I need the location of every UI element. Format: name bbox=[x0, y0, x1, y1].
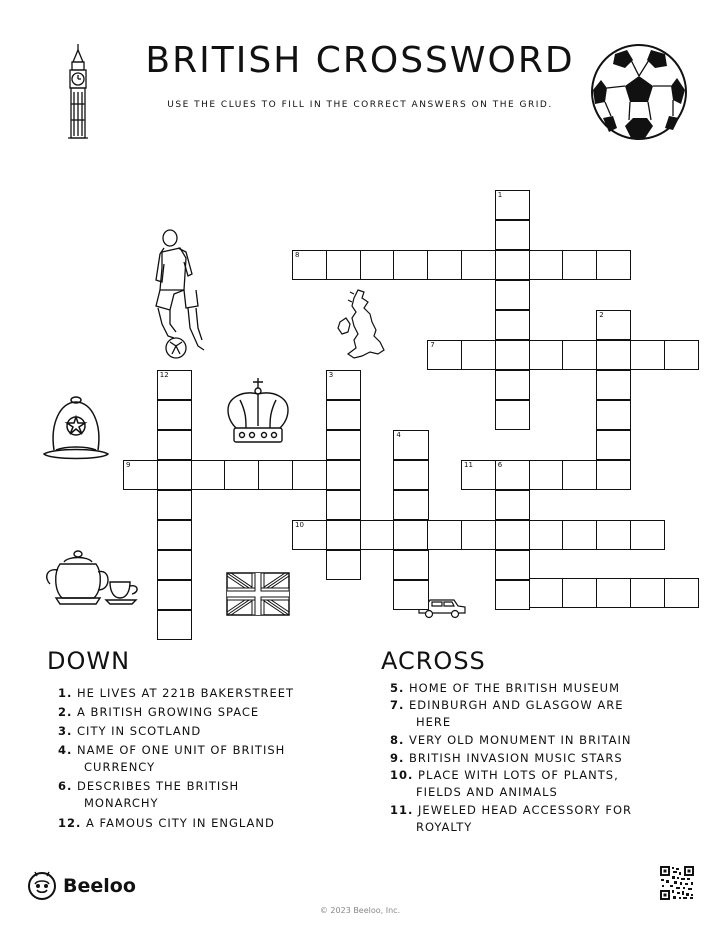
grid-cell[interactable] bbox=[326, 400, 361, 430]
crown-icon bbox=[222, 376, 294, 448]
grid-cell[interactable] bbox=[596, 340, 631, 370]
grid-cell[interactable] bbox=[529, 578, 564, 608]
clue-number-9: 9 bbox=[126, 461, 131, 469]
clue-number-1: 1 bbox=[497, 191, 503, 199]
big-ben-icon bbox=[64, 44, 92, 140]
brand-name: Beeloo bbox=[63, 875, 136, 897]
grid-cell[interactable] bbox=[529, 340, 564, 370]
grid-cell[interactable] bbox=[191, 460, 226, 490]
grid-cell[interactable] bbox=[596, 370, 631, 400]
grid-cell[interactable] bbox=[292, 250, 327, 280]
grid-cell[interactable] bbox=[157, 430, 192, 460]
grid-cell[interactable] bbox=[157, 610, 192, 640]
clue-number-2: 2 bbox=[599, 311, 604, 319]
grid-cell[interactable] bbox=[326, 370, 361, 400]
grid-cell[interactable] bbox=[630, 520, 665, 550]
grid-cell[interactable] bbox=[157, 460, 192, 490]
grid-cell[interactable] bbox=[562, 578, 597, 608]
grid-cell[interactable] bbox=[360, 520, 395, 550]
clue-number-8: 8 bbox=[295, 251, 300, 259]
grid-cell[interactable] bbox=[495, 280, 530, 310]
grid-cell[interactable] bbox=[664, 578, 699, 608]
grid-cell[interactable] bbox=[495, 340, 530, 370]
grid-cell[interactable] bbox=[562, 340, 597, 370]
across-clue-5: 5. HOME OF THE BRITISH MUSEUM bbox=[390, 681, 621, 695]
across-heading: ACROSS bbox=[381, 647, 486, 675]
clue-number-12: 12 bbox=[159, 371, 169, 379]
down-heading: DOWN bbox=[47, 647, 131, 675]
clue-number-11: 11 bbox=[464, 461, 473, 469]
grid-cell[interactable] bbox=[529, 460, 564, 490]
clue-number-3: 3 bbox=[328, 371, 334, 379]
grid-cell[interactable] bbox=[495, 490, 530, 520]
down-clue-2: 2. A BRITISH GROWING SPACE bbox=[58, 705, 260, 719]
across-clue-9: 9. BRITISH INVASION MUSIC STARS bbox=[390, 751, 623, 765]
grid-cell[interactable] bbox=[258, 460, 293, 490]
grid-cell[interactable] bbox=[596, 310, 631, 340]
grid-cell[interactable] bbox=[326, 430, 361, 460]
brand-logo bbox=[27, 871, 136, 901]
across-clue-10: 10. PLACE WITH LOTS OF PLANTS, bbox=[390, 768, 619, 782]
grid-cell[interactable] bbox=[630, 578, 665, 608]
grid-cell[interactable] bbox=[596, 520, 631, 550]
grid-cell[interactable] bbox=[326, 490, 361, 520]
grid-cell[interactable] bbox=[596, 400, 631, 430]
grid-cell[interactable] bbox=[427, 250, 462, 280]
grid-cell[interactable] bbox=[326, 250, 361, 280]
grid-cell[interactable] bbox=[157, 550, 192, 580]
grid-cell[interactable] bbox=[495, 250, 530, 280]
grid-cell[interactable] bbox=[461, 340, 496, 370]
grid-cell[interactable] bbox=[292, 520, 327, 550]
grid-cell[interactable] bbox=[495, 220, 530, 250]
grid-cell[interactable] bbox=[393, 580, 428, 610]
across-clue-7-cont: HERE bbox=[416, 715, 452, 729]
grid-cell[interactable] bbox=[393, 250, 428, 280]
grid-cell[interactable] bbox=[495, 580, 530, 610]
copyright-text: © 2023 Beeloo, Inc. bbox=[319, 906, 401, 915]
grid-cell[interactable] bbox=[224, 460, 259, 490]
grid-cell[interactable] bbox=[157, 370, 192, 400]
grid-cell[interactable] bbox=[495, 520, 530, 550]
grid-cell[interactable] bbox=[562, 460, 597, 490]
grid-cell[interactable] bbox=[123, 460, 158, 490]
grid-cell[interactable] bbox=[393, 520, 428, 550]
down-clue-6-cont: MONARCHY bbox=[84, 796, 159, 810]
grid-cell[interactable] bbox=[529, 520, 564, 550]
grid-cell[interactable] bbox=[393, 550, 428, 580]
grid-cell[interactable] bbox=[664, 340, 699, 370]
clue-number-7: 7 bbox=[430, 341, 435, 349]
grid-cell[interactable] bbox=[326, 520, 361, 550]
across-clue-11-cont: ROYALTY bbox=[416, 820, 473, 834]
down-clue-1: 1. HE LIVES AT 221B BAKERSTREET bbox=[58, 686, 295, 700]
grid-cell[interactable] bbox=[427, 520, 462, 550]
teapot-icon bbox=[44, 546, 144, 608]
grid-cell[interactable] bbox=[596, 430, 631, 460]
across-clue-8: 8. VERY OLD MONUMENT IN BRITAIN bbox=[390, 733, 632, 747]
grid-cell[interactable] bbox=[292, 460, 327, 490]
grid-cell[interactable] bbox=[393, 430, 428, 460]
grid-cell[interactable] bbox=[461, 460, 496, 490]
page-title: BRITISH CROSSWORD bbox=[145, 40, 575, 81]
grid-cell[interactable] bbox=[461, 250, 496, 280]
grid-cell[interactable] bbox=[596, 578, 631, 608]
across-clue-10-cont: FIELDS AND ANIMALS bbox=[416, 785, 558, 799]
grid-cell[interactable] bbox=[326, 550, 361, 580]
grid-cell[interactable] bbox=[630, 340, 665, 370]
page-subtitle: USE THE CLUES TO FILL IN THE CORRECT ANSWERS ON THE GRID. bbox=[167, 100, 553, 110]
grid-cell[interactable] bbox=[495, 190, 530, 220]
grid-cell[interactable] bbox=[157, 580, 192, 610]
grid-cell[interactable] bbox=[495, 400, 530, 430]
grid-cell[interactable] bbox=[562, 520, 597, 550]
grid-cell[interactable] bbox=[529, 250, 564, 280]
grid-cell[interactable] bbox=[495, 460, 530, 490]
grid-cell[interactable] bbox=[596, 250, 631, 280]
grid-cell[interactable] bbox=[393, 460, 428, 490]
grid-cell[interactable] bbox=[495, 310, 530, 340]
soccer-player-icon bbox=[140, 228, 216, 360]
down-clue-6: 6. DESCRIBES THE BRITISH bbox=[58, 779, 240, 793]
grid-cell[interactable] bbox=[596, 460, 631, 490]
qr-code-icon bbox=[660, 866, 694, 900]
down-clue-3: 3. CITY IN SCOTLAND bbox=[58, 724, 202, 738]
down-clue-4: 4. NAME OF ONE UNIT OF BRITISH bbox=[58, 743, 286, 757]
clue-number-6: 6 bbox=[497, 461, 503, 469]
police-helmet-icon bbox=[40, 394, 112, 464]
grid-cell[interactable] bbox=[495, 370, 530, 400]
down-clue-12: 12. A FAMOUS CITY IN ENGLAND bbox=[58, 816, 275, 830]
down-clue-4-cont: CURRENCY bbox=[84, 760, 156, 774]
grid-cell[interactable] bbox=[326, 460, 361, 490]
across-clue-7: 7. EDINBURGH AND GLASGOW ARE bbox=[390, 698, 624, 712]
clue-number-10: 10 bbox=[295, 521, 304, 529]
grid-cell[interactable] bbox=[562, 250, 597, 280]
soccer-ball-icon bbox=[589, 42, 689, 142]
grid-cell[interactable] bbox=[427, 340, 462, 370]
across-clue-11: 11. JEWELED HEAD ACCESSORY FOR bbox=[390, 803, 633, 817]
grid-cell[interactable] bbox=[360, 250, 395, 280]
uk-map-icon bbox=[334, 288, 390, 362]
grid-cell[interactable] bbox=[157, 490, 192, 520]
union-jack-icon bbox=[226, 572, 290, 616]
beeloo-logo-icon bbox=[27, 871, 57, 901]
grid-cell[interactable] bbox=[157, 520, 192, 550]
grid-cell[interactable] bbox=[461, 520, 496, 550]
grid-cell[interactable] bbox=[157, 400, 192, 430]
clue-number-4: 4 bbox=[396, 431, 401, 439]
grid-cell[interactable] bbox=[393, 490, 428, 520]
grid-cell[interactable] bbox=[495, 550, 530, 580]
